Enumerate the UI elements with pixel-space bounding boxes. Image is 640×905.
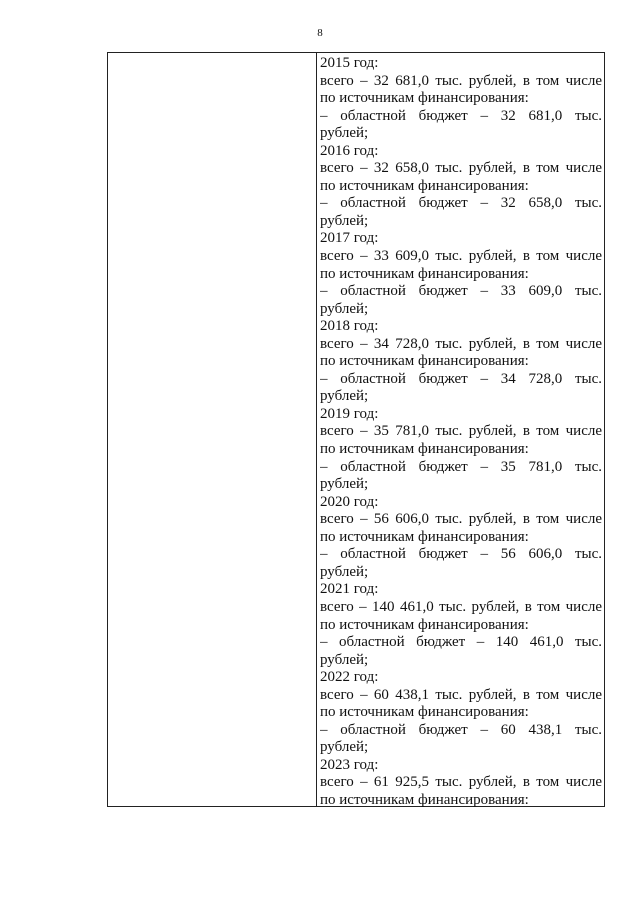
sources-line: по источникам финансирования: xyxy=(320,616,529,633)
year-heading: 2019 год: xyxy=(320,405,379,422)
regional-budget-line: – областной бюджет – 33 609,0 тыс. xyxy=(320,283,602,300)
year-heading: 2015 год: xyxy=(320,55,379,71)
unit-line: рублей; xyxy=(320,476,369,493)
table-left-column xyxy=(108,53,317,806)
regional-budget-line: – областной бюджет – 140 461,0 тыс. xyxy=(320,634,602,651)
unit-line: рублей; xyxy=(320,388,369,405)
total-line: всего – 56 606,0 тыс. рублей, в том числе xyxy=(320,511,602,528)
year-block-2015 xyxy=(320,55,602,143)
sources-line: по источникам финансирования: xyxy=(320,441,529,458)
total-line: всего – 33 609,0 тыс. рублей, в том числе xyxy=(320,248,602,265)
unit-line: рублей; xyxy=(320,300,369,317)
sources-line: по источникам финансирования: xyxy=(320,704,529,721)
regional-budget-line: – областной бюджет – 60 438,1 тыс. xyxy=(320,721,602,738)
year-heading: 2022 год: xyxy=(320,669,379,686)
year-heading: 2020 год: xyxy=(320,493,379,510)
year-block-2021 xyxy=(320,581,602,669)
year-block-2022 xyxy=(320,669,602,757)
sources-line: по источникам финансирования: xyxy=(320,265,529,282)
sources-line: по источникам финансирования: xyxy=(320,528,529,545)
unit-line: рублей; xyxy=(320,125,369,142)
regional-budget-line: – областной бюджет – 32 681,0 тыс. xyxy=(320,107,602,124)
year-block-2016 xyxy=(320,143,602,231)
year-heading: 2017 год: xyxy=(320,230,379,247)
total-line: всего – 34 728,0 тыс. рублей, в том числе xyxy=(320,335,602,352)
year-block-2017 xyxy=(320,230,602,318)
total-line: всего – 60 438,1 тыс. рублей, в том числе xyxy=(320,686,602,703)
year-heading: 2023 год: xyxy=(320,756,379,773)
year-block-2018 xyxy=(320,318,602,406)
regional-budget-line: – областной бюджет – 56 606,0 тыс. xyxy=(320,546,602,563)
table-right-column xyxy=(320,55,602,810)
regional-budget-line: – областной бюджет – 34 728,0 тыс. xyxy=(320,370,602,387)
total-line: всего – 32 681,0 тыс. рублей, в том числе xyxy=(320,72,602,89)
unit-line: рублей; xyxy=(320,651,369,668)
year-block-2020 xyxy=(320,494,602,582)
year-heading: 2021 год: xyxy=(320,581,379,598)
year-heading: 2018 год: xyxy=(320,318,379,335)
total-line: всего – 32 658,0 тыс. рублей, в том числе xyxy=(320,160,602,177)
sources-line: по источникам финансирования: xyxy=(320,791,529,808)
year-block-2023 xyxy=(320,757,602,810)
year-heading: 2016 год: xyxy=(320,142,379,159)
financing-table xyxy=(107,52,605,807)
total-line: всего – 35 781,0 тыс. рублей, в том числе xyxy=(320,423,602,440)
unit-line: рублей; xyxy=(320,563,369,580)
total-line: всего – 140 461,0 тыс. рублей, в том числе xyxy=(320,598,602,615)
unit-line: рублей; xyxy=(320,212,369,229)
unit-line: рублей; xyxy=(320,739,369,756)
regional-budget-line: – областной бюджет – 32 658,0 тыс. xyxy=(320,195,602,212)
total-line: всего – 61 925,5 тыс. рублей, в том числе xyxy=(320,774,602,791)
regional-budget-line: – областной бюджет – 35 781,0 тыс. xyxy=(320,458,602,475)
page-number: 8 xyxy=(317,27,323,39)
sources-line: по источникам финансирования: xyxy=(320,90,529,107)
year-block-2019 xyxy=(320,406,602,494)
sources-line: по источникам финансирования: xyxy=(320,353,529,370)
sources-line: по источникам финансирования: xyxy=(320,177,529,194)
